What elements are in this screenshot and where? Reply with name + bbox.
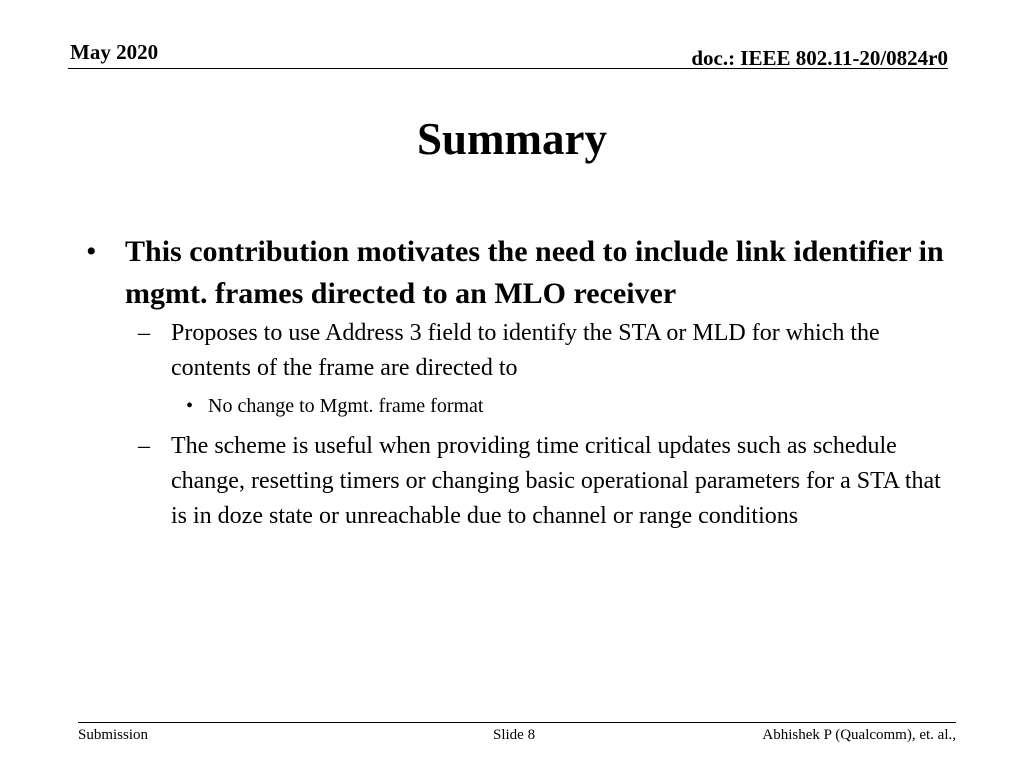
bullet-level3: No change to Mgmt. frame format bbox=[208, 395, 484, 417]
dash-marker: – bbox=[138, 320, 150, 346]
footer-slide-number: Slide 8 bbox=[493, 727, 536, 743]
bullet-level2: The scheme is useful when providing time critical updates such as schedule change, resetting timers or changing basic operational parameters for a STA that is in doze state or unreachable due to channel or range conditions bbox=[171, 433, 941, 529]
footer-author: Abhishek P (Qualcomm), et. al., bbox=[762, 727, 956, 743]
dash-marker: – bbox=[138, 433, 150, 459]
header-date: May 2020 bbox=[70, 40, 159, 64]
footer-submission: Submission bbox=[78, 727, 149, 743]
header-rule bbox=[68, 68, 948, 69]
bullet-level1: This contribution motivates the need to include link identifier in mgmt. frames directed to an MLO receiver bbox=[125, 235, 944, 310]
header-doc-id: doc.: IEEE 802.11-20/0824r0 bbox=[691, 46, 948, 70]
bullet-level2: Proposes to use Address 3 field to identify the STA or MLD for which the contents of the frame are directed to bbox=[171, 320, 880, 381]
bullet-marker: • bbox=[86, 235, 97, 268]
bullet-marker: • bbox=[186, 395, 194, 417]
slide-title: Summary bbox=[417, 114, 607, 164]
footer-rule bbox=[78, 722, 956, 723]
